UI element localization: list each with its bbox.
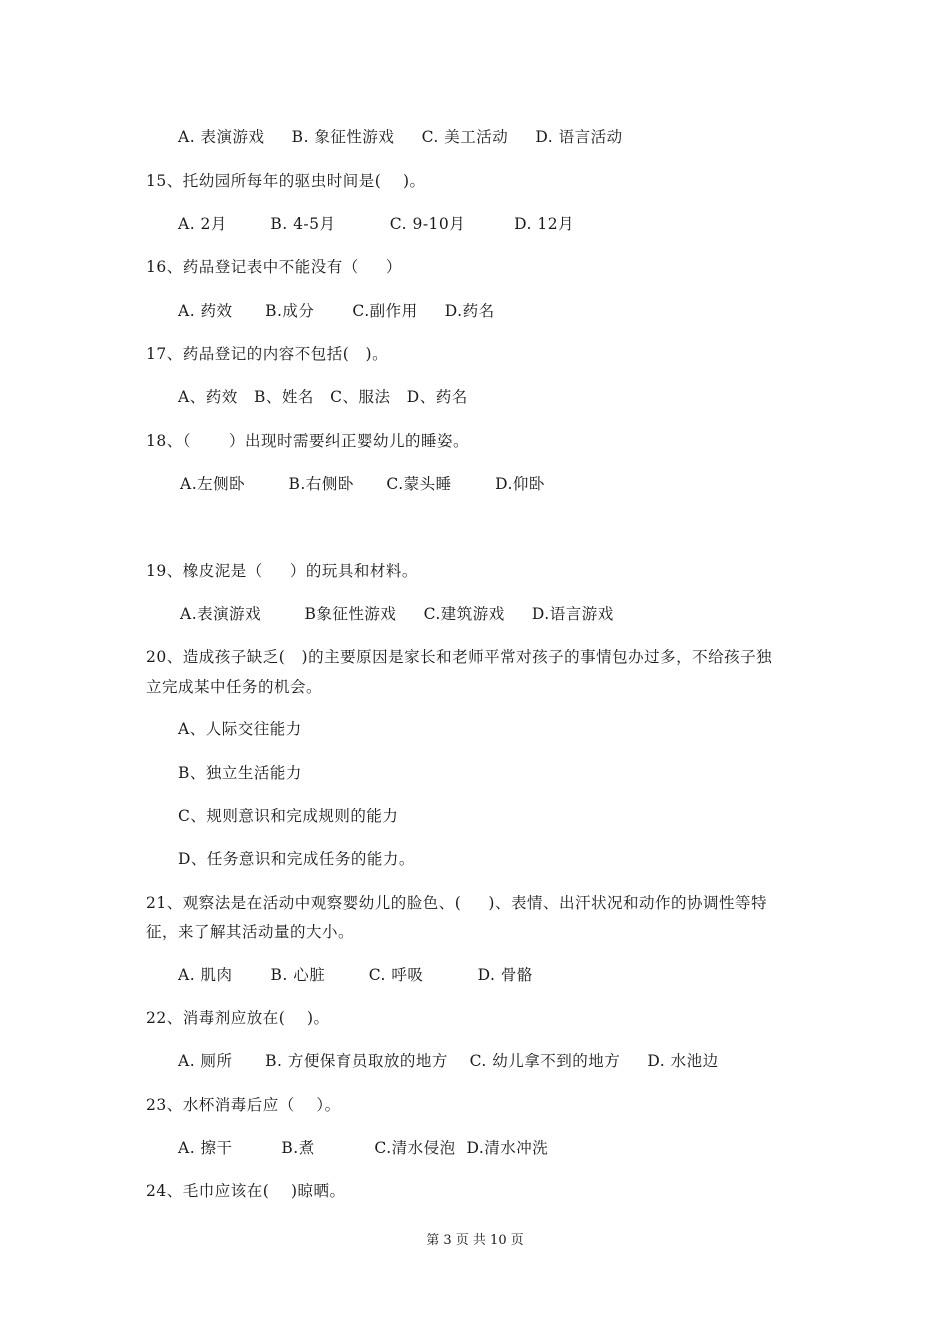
page-footer: 第 3 页 共 10 页 (426, 1233, 524, 1248)
question-20: 20、造成孩子缺乏( )的主要原因是家长和老师平常对孩子的事情包办过多，不给孩子独 (146, 648, 773, 666)
question-22-options: A. 厕所 B. 方便保育员取放的地方 C. 幼儿拿不到的地方 D. 水池边 (178, 1052, 719, 1070)
question-23: 23、水杯消毒后应（ ）。 (146, 1096, 341, 1114)
question-20-option-b: B、独立生活能力 (178, 764, 302, 782)
question-21: 21、观察法是在活动中观察婴幼儿的脸色、( )、表情、出汗状况和动作的协调性等特 (146, 894, 767, 912)
question-15-options: A. 2月 B. 4-5月 C. 9-10月 D. 12月 (178, 215, 575, 233)
question-20-option-c: C、规则意识和完成规则的能力 (178, 807, 399, 825)
question-21-continued: 征，来了解其活动量的大小。 (146, 923, 355, 941)
question-15: 15、托幼园所每年的驱虫时间是( )。 (146, 172, 426, 190)
question-17: 17、药品登记的内容不包括( )。 (146, 345, 389, 363)
question-20-continued: 立完成某中任务的机会。 (146, 678, 323, 696)
question-20-option-d: D、任务意识和完成任务的能力。 (178, 850, 415, 868)
question-23-options: A. 擦干 B.煮 C.清水侵泡 D.清水冲洗 (178, 1139, 549, 1157)
question-16-options: A. 药效 B.成分 C.副作用 D.药名 (178, 302, 495, 320)
question-21-options: A. 肌肉 B. 心脏 C. 呼吸 D. 骨骼 (178, 966, 533, 984)
question-18: 18、（ ）出现时需要纠正婴幼儿的睡姿。 (146, 432, 469, 450)
question-14-options: A. 表演游戏 B. 象征性游戏 C. 美工活动 D. 语言活动 (178, 128, 623, 146)
question-20-option-a: A、人际交往能力 (178, 720, 302, 738)
question-16: 16、药品登记表中不能没有（ ） (146, 258, 402, 276)
question-18-options: A.左侧卧 B.右侧卧 C.蒙头睡 D.仰卧 (180, 475, 545, 493)
question-19-options: A.表演游戏 B象征性游戏 C.建筑游戏 D.语言游戏 (180, 605, 614, 623)
question-17-options: A、药效 B、姓名 C、服法 D、药名 (178, 388, 468, 406)
question-19: 19、橡皮泥是（ ）的玩具和材料。 (146, 562, 418, 580)
question-22: 22、消毒剂应放在( )。 (146, 1009, 330, 1027)
question-24: 24、毛巾应该在( )晾晒。 (146, 1182, 346, 1200)
